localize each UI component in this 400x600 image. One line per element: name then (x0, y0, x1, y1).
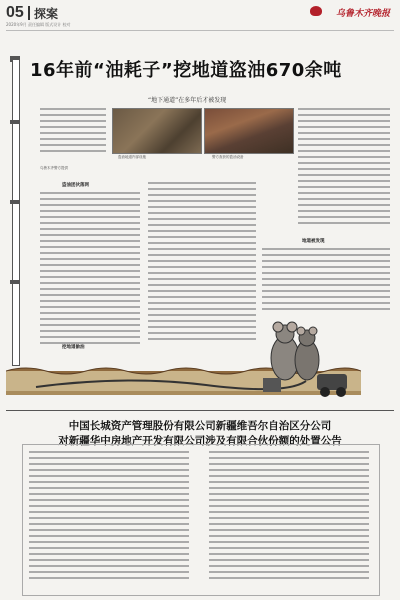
article-headline: 16年前“油耗子”挖地道盗油670余吨 (30, 60, 342, 81)
announcement-body (22, 444, 380, 596)
photo-caption-2: 警方查获的盗油设备 (212, 155, 244, 159)
column-2-text (148, 182, 256, 344)
dateline: 2020年9月 责任编辑 版式设计 校对 (6, 22, 71, 27)
column-1-text (40, 192, 140, 348)
announcement-title-line-2: 对新疆华中房地产开发有限公司涉及有限合伙份额的处置公告 (58, 435, 342, 447)
section-head-2: 挖地道偷油 (62, 345, 85, 350)
section-title: 探案 (34, 7, 59, 21)
pipeline-illustration (12, 60, 20, 366)
section-head-1: 盗油团伙落网 (62, 183, 89, 188)
pipe-joint-icon (10, 200, 20, 204)
header-divider (28, 6, 30, 20)
pipe-joint-icon (10, 280, 20, 284)
oil-thief-mice-cartoon (255, 318, 365, 398)
column-3-text (262, 248, 390, 314)
photo-equipment (204, 108, 294, 154)
photo-credit: 乌鲁木齐警方提供 (40, 166, 68, 170)
header-rule (6, 30, 394, 31)
section-head-3: 地道被发现 (302, 239, 325, 244)
pipe-joint-icon (10, 120, 20, 124)
masthead: 乌鲁木齐晚报 (335, 9, 390, 19)
photo-caption-1: 盗油地道内部设施 (118, 155, 146, 159)
right-column-text (298, 108, 390, 228)
newspaper-logo-icon (310, 6, 322, 16)
page-number: 05 (6, 4, 24, 21)
photo-tunnel (112, 108, 202, 154)
announcement-left-column (29, 451, 189, 583)
announcement-rule (6, 410, 394, 411)
announcement-title-line-1: 中国长城资产管理股份有限公司新疆维吾尔自治区分公司 (68, 420, 332, 432)
lead-text-block (40, 108, 106, 156)
announcement-right-column (209, 451, 369, 583)
article-subhead: “地下通道”在多年后才被发现 (148, 97, 227, 104)
